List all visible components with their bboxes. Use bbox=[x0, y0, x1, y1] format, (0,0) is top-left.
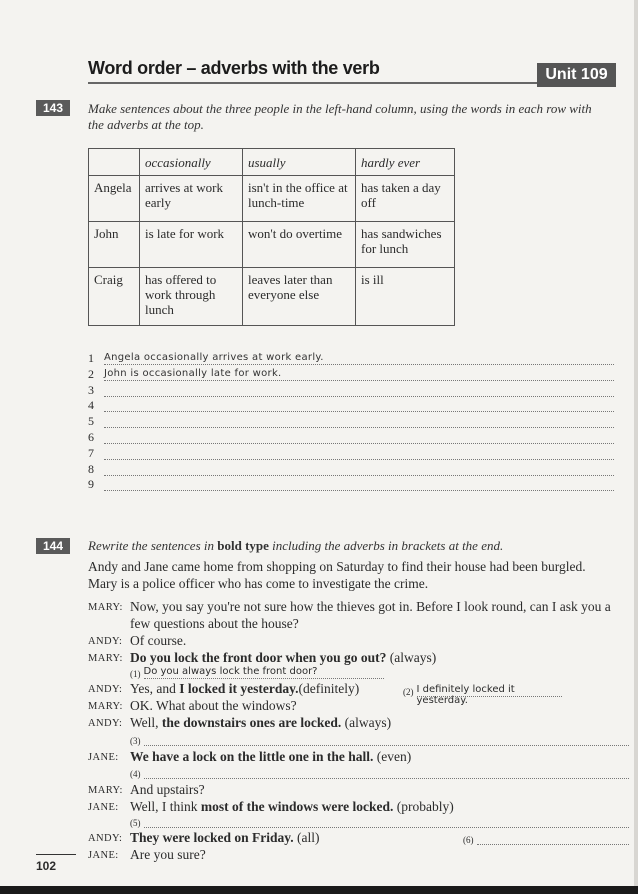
instruction-part: Rewrite the sentences in bbox=[88, 538, 218, 553]
dialogue-plain: Yes, and bbox=[130, 681, 180, 696]
speaker: MARY: bbox=[88, 653, 123, 664]
answer-line bbox=[88, 462, 614, 476]
dialogue-plain: (all) bbox=[293, 830, 320, 845]
dialogue-plain: (always) bbox=[341, 715, 392, 730]
answer-number: 3 bbox=[88, 382, 94, 397]
table-cell: is ill bbox=[356, 268, 455, 326]
dialogue-line bbox=[88, 846, 618, 864]
blank-number: (1) bbox=[130, 669, 141, 679]
answer-number: 4 bbox=[88, 398, 94, 413]
table-cell: has sandwiches for lunch bbox=[356, 222, 455, 268]
table-cell-name: Craig bbox=[89, 268, 140, 326]
blank-number: (2) bbox=[403, 687, 414, 697]
table-header-cell bbox=[89, 149, 140, 176]
dialogue-text bbox=[130, 714, 618, 732]
dialogue-plain: And upstairs? bbox=[130, 782, 205, 797]
speaker: MARY: bbox=[88, 785, 123, 796]
answer-number: 1 bbox=[88, 351, 94, 365]
table-cell: won't do overtime bbox=[243, 222, 356, 268]
dialogue-text bbox=[130, 632, 618, 650]
speaker: JANE: bbox=[88, 802, 119, 813]
answer-text[interactable] bbox=[104, 462, 614, 476]
dialogue-line bbox=[88, 632, 618, 650]
answer-number: 9 bbox=[88, 477, 94, 492]
blank-line bbox=[130, 766, 629, 779]
answer-text[interactable] bbox=[104, 398, 614, 412]
dialogue-bold: I locked it yesterday. bbox=[179, 681, 299, 696]
page-number: 102 bbox=[36, 859, 57, 873]
dialogue-plain: Now, you say you're not sure how the thieves got in. Before I look round, can I ask you a few questions about the house? bbox=[130, 599, 611, 631]
dialogue-plain: (definitely) bbox=[298, 681, 360, 696]
dialogue-text bbox=[130, 798, 618, 816]
dialogue-line bbox=[88, 649, 618, 667]
table-cell: has offered to work through lunch bbox=[140, 268, 243, 326]
blank-line bbox=[403, 684, 562, 706]
table-header-row bbox=[89, 149, 455, 176]
dialogue-bold: They were locked on Friday. bbox=[130, 830, 294, 845]
speaker: MARY: bbox=[88, 701, 123, 712]
exercise-144-instruction bbox=[88, 538, 608, 554]
blank-answer[interactable] bbox=[477, 832, 629, 845]
dialogue-bold: most of the windows were locked. bbox=[200, 799, 394, 814]
answer-text[interactable]: John is occasionally late for work. bbox=[104, 367, 614, 381]
bottom-bar bbox=[0, 886, 638, 894]
answer-line bbox=[88, 477, 614, 491]
dialogue-plain: Well, I think bbox=[130, 799, 201, 814]
blank-answer[interactable] bbox=[144, 766, 629, 779]
exercise-number-144: 144 bbox=[36, 538, 70, 554]
dialogue-bold: the downstairs ones are locked. bbox=[161, 715, 342, 730]
table-cell: leaves later than everyone else bbox=[243, 268, 356, 326]
answer-text[interactable] bbox=[104, 383, 614, 397]
table-cell: isn't in the office at lunch-time bbox=[243, 176, 356, 222]
answer-line bbox=[88, 414, 614, 428]
dialogue-text bbox=[130, 697, 618, 715]
answer-text[interactable] bbox=[104, 446, 614, 460]
page-title: Word order – adverbs with the verb bbox=[88, 58, 380, 78]
dialogue-plain: Well, bbox=[130, 715, 162, 730]
dialogue-line bbox=[88, 798, 618, 816]
adverbs-table bbox=[88, 148, 455, 326]
answer-line bbox=[88, 351, 614, 365]
dialogue-line bbox=[88, 598, 618, 632]
table-cell-name: Angela bbox=[89, 176, 140, 222]
speaker: ANDY: bbox=[88, 636, 123, 647]
answer-line bbox=[88, 446, 614, 460]
dialogue-plain: OK. What about the windows? bbox=[130, 698, 297, 713]
answer-number: 7 bbox=[88, 445, 94, 460]
dialogue-line bbox=[88, 714, 618, 732]
answer-line bbox=[88, 367, 614, 381]
instruction-bold: bold type bbox=[217, 538, 269, 553]
answer-line bbox=[88, 398, 614, 412]
table-cell: has taken a day off bbox=[356, 176, 455, 222]
speaker: JANE: bbox=[88, 752, 119, 763]
dialogue-text bbox=[130, 748, 618, 766]
dialogue-text bbox=[130, 781, 618, 799]
table-header-cell: hardly ever bbox=[356, 149, 455, 176]
exercise-number-143: 143 bbox=[36, 100, 70, 116]
blank-number: (4) bbox=[130, 769, 141, 779]
blank-line bbox=[463, 832, 629, 845]
speaker: ANDY: bbox=[88, 684, 123, 695]
answer-line bbox=[88, 430, 614, 444]
speaker: MARY: bbox=[88, 602, 123, 613]
table-row bbox=[89, 222, 455, 268]
answer-line bbox=[88, 383, 614, 397]
dialogue-line bbox=[88, 748, 618, 766]
answer-text[interactable]: Angela occasionally arrives at work early. bbox=[104, 351, 614, 365]
dialogue-bold: We have a lock on the little one in the hall. bbox=[130, 749, 374, 764]
dialogue-bold: Do you lock the front door when you go out? bbox=[130, 650, 387, 665]
story-text: Andy and Jane came home from shopping on Saturday to find their house had been burgled. Mary is a police officer who has come to investigate the crime. bbox=[88, 559, 586, 591]
answer-number: 6 bbox=[88, 430, 94, 444]
unit-badge: Unit 109 bbox=[537, 63, 616, 87]
table-row bbox=[89, 268, 455, 326]
dialogue-text bbox=[130, 846, 618, 864]
speaker: ANDY: bbox=[88, 833, 123, 844]
instruction-part: including the adverbs in brackets at the end. bbox=[268, 538, 504, 553]
dialogue-plain: (always) bbox=[386, 650, 437, 665]
blank-line bbox=[130, 666, 384, 679]
answer-text[interactable] bbox=[104, 430, 614, 444]
table-header-cell: occasionally bbox=[140, 149, 243, 176]
blank-answer[interactable] bbox=[144, 733, 629, 746]
table-header-cell: usually bbox=[243, 149, 356, 176]
blank-number: (3) bbox=[130, 736, 141, 746]
page-edge bbox=[634, 0, 638, 894]
blank-answer[interactable]: Do you always lock the front door? bbox=[144, 666, 384, 679]
table-cell-name: John bbox=[89, 222, 140, 268]
dialogue-line bbox=[88, 781, 618, 799]
dialogue-text bbox=[130, 598, 618, 632]
blank-number: (6) bbox=[463, 835, 474, 845]
page-number-rule bbox=[36, 854, 76, 855]
answer-text[interactable] bbox=[104, 477, 614, 491]
table-cell: arrives at work early bbox=[140, 176, 243, 222]
blank-answer[interactable]: I definitely locked it yesterday. bbox=[417, 684, 562, 697]
answer-number: 8 bbox=[88, 461, 94, 476]
blank-number: (5) bbox=[130, 818, 141, 828]
dialogue-plain: (probably) bbox=[393, 799, 454, 814]
dialogue-text bbox=[130, 649, 618, 667]
answer-number: 2 bbox=[88, 366, 94, 381]
dialogue-line bbox=[88, 697, 618, 715]
table-row bbox=[89, 176, 455, 222]
speaker: ANDY: bbox=[88, 718, 123, 729]
table-cell: is late for work bbox=[140, 222, 243, 268]
dialogue-plain: Are you sure? bbox=[130, 847, 206, 862]
answer-number: 5 bbox=[88, 414, 94, 429]
blank-answer[interactable] bbox=[144, 815, 629, 828]
dialogue-plain: (even) bbox=[373, 749, 412, 764]
exercise-143-instruction: Make sentences about the three people in the left-hand column, using the words in each row with the adverbs at the top. bbox=[88, 101, 592, 132]
answer-text[interactable] bbox=[104, 414, 614, 428]
blank-line bbox=[130, 733, 629, 746]
speaker: JANE: bbox=[88, 850, 119, 861]
blank-line bbox=[130, 815, 629, 828]
dialogue-plain: Of course. bbox=[130, 633, 187, 648]
